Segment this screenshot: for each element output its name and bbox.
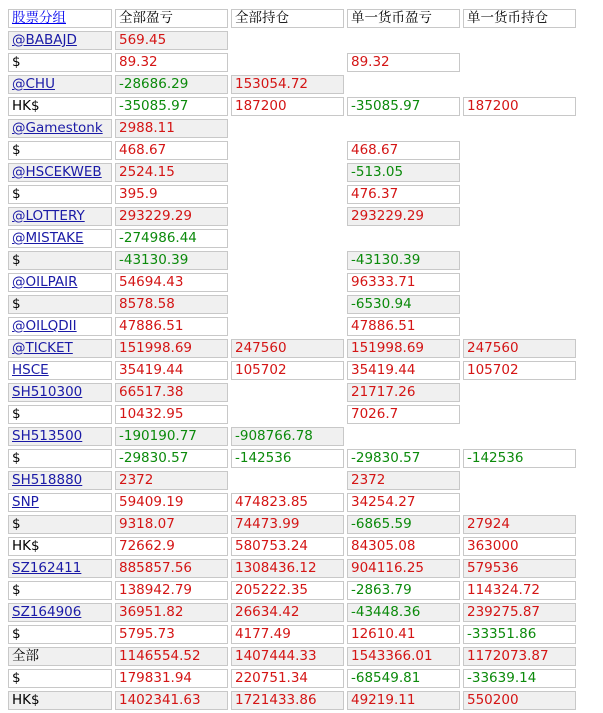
cell-total-pnl: 8578.58: [115, 295, 228, 314]
cell-ccy-pnl: 1543366.01: [347, 647, 460, 666]
cell-total-pnl: 47886.51: [115, 317, 228, 336]
cell-ccy-pnl: -43448.36: [347, 603, 460, 622]
cell-total-pnl: -28686.29: [115, 75, 228, 94]
cell-total-pos: [231, 383, 344, 402]
cell-total-pos: [231, 405, 344, 424]
cell-total-pos: 1721433.86: [231, 691, 344, 710]
cell-total-pnl: -274986.44: [115, 229, 228, 248]
cell-ccy-pos: [463, 251, 576, 270]
cell-ccy-pos: [463, 317, 576, 336]
table-row: [8, 31, 576, 50]
group-link[interactable]: HSCE: [12, 362, 49, 378]
cell-total-pnl: 138942.79: [115, 581, 228, 600]
group-link[interactable]: @CHU: [12, 76, 55, 92]
cell-total-pnl: -43130.39: [115, 251, 228, 270]
group-link[interactable]: @BABAJD: [12, 32, 77, 48]
group-link[interactable]: SH518880: [12, 472, 83, 488]
cell-total-pnl: 2524.15: [115, 163, 228, 182]
cell-total-pnl: 1146554.52: [115, 647, 228, 666]
cell-ccy-pos: -142536: [463, 449, 576, 468]
cell-total-pos: 205222.35: [231, 581, 344, 600]
cell-group: $: [8, 515, 112, 534]
cell-total-pos: 1407444.33: [231, 647, 344, 666]
header-ccy-pos: 单一货币持仓: [463, 9, 576, 28]
table-row: [8, 53, 576, 72]
cell-ccy-pnl: [347, 427, 460, 446]
cell-total-pos: [231, 141, 344, 160]
cell-ccy-pos: -33351.86: [463, 625, 576, 644]
cell-group: $: [8, 669, 112, 688]
cell-ccy-pnl: -35085.97: [347, 97, 460, 116]
cell-group[interactable]: [8, 493, 112, 512]
cell-total-pos: [231, 119, 344, 138]
cell-total-pnl: 151998.69: [115, 339, 228, 358]
cell-ccy-pos: [463, 163, 576, 182]
cell-ccy-pos: [463, 53, 576, 72]
group-link[interactable]: SH510300: [12, 384, 83, 400]
cell-ccy-pnl: 21717.26: [347, 383, 460, 402]
cell-group[interactable]: [8, 273, 112, 292]
cell-ccy-pnl: [347, 119, 460, 138]
cell-ccy-pos: [463, 273, 576, 292]
cell-total-pnl: 468.67: [115, 141, 228, 160]
group-link[interactable]: @Gamestonk: [12, 120, 103, 136]
table-row: [8, 537, 576, 556]
cell-total-pos: 187200: [231, 97, 344, 116]
cell-ccy-pos: [463, 405, 576, 424]
cell-total-pos: [231, 163, 344, 182]
cell-group: HK$: [8, 537, 112, 556]
table-row: [8, 515, 576, 534]
cell-total-pnl: 10432.95: [115, 405, 228, 424]
cell-ccy-pos: 27924: [463, 515, 576, 534]
cell-total-pos: 220751.34: [231, 669, 344, 688]
cell-total-pos: 153054.72: [231, 75, 344, 94]
group-link[interactable]: @LOTTERY: [12, 208, 85, 224]
cell-group: $: [8, 141, 112, 160]
group-link[interactable]: @TICKET: [12, 340, 73, 356]
cell-ccy-pnl: 12610.41: [347, 625, 460, 644]
table-body: [8, 31, 576, 710]
cell-total-pos: [231, 207, 344, 226]
cell-total-pnl: -35085.97: [115, 97, 228, 116]
cell-ccy-pos: 1172073.87: [463, 647, 576, 666]
table-row: [8, 559, 576, 578]
cell-ccy-pos: 579536: [463, 559, 576, 578]
cell-ccy-pos: -33639.14: [463, 669, 576, 688]
table-row: [8, 273, 576, 292]
table-row: [8, 449, 576, 468]
table-row: [8, 119, 576, 138]
table-row: [8, 581, 576, 600]
cell-total-pnl: 395.9: [115, 185, 228, 204]
table-row: [8, 97, 576, 116]
cell-ccy-pnl: 49219.11: [347, 691, 460, 710]
cell-group: HK$: [8, 97, 112, 116]
cell-ccy-pnl: -2863.79: [347, 581, 460, 600]
table-row: [8, 427, 576, 446]
cell-ccy-pnl: 89.32: [347, 53, 460, 72]
cell-ccy-pnl: 293229.29: [347, 207, 460, 226]
cell-total-pos: 4177.49: [231, 625, 344, 644]
group-link[interactable]: SZ162411: [12, 560, 82, 576]
cell-ccy-pnl: 476.37: [347, 185, 460, 204]
cell-ccy-pnl: 96333.71: [347, 273, 460, 292]
table-row: [8, 141, 576, 160]
table-row: [8, 471, 576, 490]
table-row: [8, 493, 576, 512]
table-row: [8, 75, 576, 94]
table-row: [8, 163, 576, 182]
cell-group: $: [8, 295, 112, 314]
cell-ccy-pnl: -513.05: [347, 163, 460, 182]
cell-group[interactable]: [8, 427, 112, 446]
cell-total-pnl: -190190.77: [115, 427, 228, 446]
cell-ccy-pnl: -6865.59: [347, 515, 460, 534]
cell-ccy-pos: [463, 493, 576, 512]
table-row: [8, 229, 576, 248]
cell-ccy-pos: [463, 75, 576, 94]
cell-ccy-pnl: -43130.39: [347, 251, 460, 270]
cell-total-pnl: 54694.43: [115, 273, 228, 292]
cell-ccy-pos: [463, 427, 576, 446]
cell-ccy-pos: [463, 383, 576, 402]
cell-total-pos: 1308436.12: [231, 559, 344, 578]
cell-group: $: [8, 405, 112, 424]
cell-ccy-pos: 105702: [463, 361, 576, 380]
cell-group[interactable]: [8, 339, 112, 358]
table-row: [8, 251, 576, 270]
cell-total-pos: 105702: [231, 361, 344, 380]
group-link[interactable]: @MISTAKE: [12, 230, 84, 246]
table-row: [8, 361, 576, 380]
header-total-pnl: 全部盈亏: [115, 9, 228, 28]
cell-total-pnl: 36951.82: [115, 603, 228, 622]
cell-ccy-pos: 550200: [463, 691, 576, 710]
group-link[interactable]: @OILPAIR: [12, 274, 78, 290]
cell-total-pos: [231, 185, 344, 204]
cell-group: HK$: [8, 691, 112, 710]
cell-total-pos: 74473.99: [231, 515, 344, 534]
cell-total-pnl: 5795.73: [115, 625, 228, 644]
cell-ccy-pnl: [347, 229, 460, 248]
cell-ccy-pnl: -29830.57: [347, 449, 460, 468]
cell-total-pos: [231, 295, 344, 314]
cell-total-pos: [231, 53, 344, 72]
cell-ccy-pnl: -6530.94: [347, 295, 460, 314]
group-sort-link[interactable]: 股票分组: [12, 10, 66, 26]
cell-ccy-pos: 247560: [463, 339, 576, 358]
cell-ccy-pnl: 84305.08: [347, 537, 460, 556]
group-link[interactable]: @HSCEKWEB: [12, 164, 102, 180]
stock-group-table: [5, 6, 579, 713]
cell-total-pnl: 569.45: [115, 31, 228, 50]
cell-total-pos: -142536: [231, 449, 344, 468]
cell-group: $: [8, 251, 112, 270]
cell-total-pnl: 2372: [115, 471, 228, 490]
table-row: [8, 207, 576, 226]
cell-ccy-pos: [463, 119, 576, 138]
cell-group[interactable]: [8, 31, 112, 50]
cell-total-pos: -908766.78: [231, 427, 344, 446]
cell-total-pos: 26634.42: [231, 603, 344, 622]
cell-ccy-pnl: 151998.69: [347, 339, 460, 358]
cell-total-pos: 580753.24: [231, 537, 344, 556]
table-row: [8, 625, 576, 644]
cell-group: 全部: [8, 647, 112, 666]
table-row: [8, 669, 576, 688]
cell-group: $: [8, 53, 112, 72]
cell-ccy-pnl: [347, 31, 460, 50]
cell-total-pnl: 72662.9: [115, 537, 228, 556]
table-row: [8, 317, 576, 336]
cell-ccy-pos: 187200: [463, 97, 576, 116]
cell-group: $: [8, 449, 112, 468]
cell-total-pnl: 59409.19: [115, 493, 228, 512]
group-link[interactable]: SZ164906: [12, 604, 82, 620]
table-row: [8, 185, 576, 204]
cell-total-pos: [231, 471, 344, 490]
cell-total-pnl: 1402341.63: [115, 691, 228, 710]
cell-ccy-pnl: [347, 75, 460, 94]
cell-total-pos: [231, 251, 344, 270]
header-ccy-pnl: 单一货币盈亏: [347, 9, 460, 28]
cell-ccy-pos: [463, 207, 576, 226]
group-link[interactable]: @OILQDII: [12, 318, 77, 334]
cell-ccy-pos: 114324.72: [463, 581, 576, 600]
cell-ccy-pos: [463, 229, 576, 248]
table-row: [8, 603, 576, 622]
table-row: [8, 647, 576, 666]
cell-group: $: [8, 185, 112, 204]
cell-group[interactable]: [8, 361, 112, 380]
table-row: [8, 405, 576, 424]
cell-group[interactable]: [8, 207, 112, 226]
cell-total-pnl: 2988.11: [115, 119, 228, 138]
cell-total-pos: [231, 31, 344, 50]
cell-ccy-pnl: 7026.7: [347, 405, 460, 424]
cell-total-pnl: 293229.29: [115, 207, 228, 226]
cell-total-pnl: 179831.94: [115, 669, 228, 688]
cell-group[interactable]: [8, 119, 112, 138]
cell-total-pos: 474823.85: [231, 493, 344, 512]
cell-total-pos: [231, 273, 344, 292]
cell-group[interactable]: [8, 603, 112, 622]
cell-ccy-pnl: 2372: [347, 471, 460, 490]
cell-ccy-pnl: 35419.44: [347, 361, 460, 380]
cell-ccy-pos: 239275.87: [463, 603, 576, 622]
cell-total-pnl: 89.32: [115, 53, 228, 72]
cell-total-pnl: 35419.44: [115, 361, 228, 380]
cell-group[interactable]: [8, 471, 112, 490]
cell-group[interactable]: [8, 75, 112, 94]
cell-total-pos: [231, 229, 344, 248]
table-header-row: [8, 9, 576, 28]
table-row: [8, 295, 576, 314]
table-row: [8, 383, 576, 402]
header-group[interactable]: [8, 9, 112, 28]
cell-ccy-pnl: 904116.25: [347, 559, 460, 578]
cell-ccy-pos: [463, 141, 576, 160]
cell-total-pnl: -29830.57: [115, 449, 228, 468]
cell-total-pos: 247560: [231, 339, 344, 358]
group-link[interactable]: SH513500: [12, 428, 83, 444]
group-link[interactable]: SNP: [12, 494, 39, 510]
cell-ccy-pnl: 47886.51: [347, 317, 460, 336]
cell-ccy-pnl: 34254.27: [347, 493, 460, 512]
cell-total-pnl: 885857.56: [115, 559, 228, 578]
cell-total-pos: [231, 317, 344, 336]
cell-group[interactable]: [8, 317, 112, 336]
cell-ccy-pos: [463, 295, 576, 314]
header-total-pos: 全部持仓: [231, 9, 344, 28]
table-row: [8, 339, 576, 358]
cell-group[interactable]: [8, 163, 112, 182]
cell-ccy-pnl: -68549.81: [347, 669, 460, 688]
table-row: [8, 691, 576, 710]
cell-group[interactable]: [8, 383, 112, 402]
cell-group: $: [8, 625, 112, 644]
cell-group: $: [8, 581, 112, 600]
cell-ccy-pos: 363000: [463, 537, 576, 556]
cell-group[interactable]: [8, 559, 112, 578]
cell-total-pnl: 9318.07: [115, 515, 228, 534]
cell-ccy-pos: [463, 185, 576, 204]
cell-total-pnl: 66517.38: [115, 383, 228, 402]
cell-ccy-pos: [463, 471, 576, 490]
cell-ccy-pos: [463, 31, 576, 50]
cell-group[interactable]: [8, 229, 112, 248]
cell-ccy-pnl: 468.67: [347, 141, 460, 160]
